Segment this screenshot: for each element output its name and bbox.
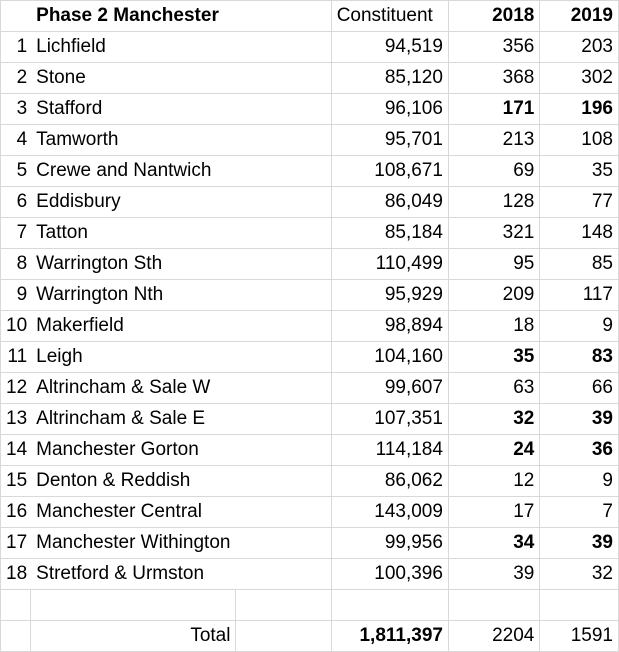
empty-cell[interactable]: [31, 590, 236, 621]
row-name-overflow-cell[interactable]: [236, 404, 331, 435]
total-2019[interactable]: 1591: [540, 621, 619, 652]
row-name[interactable]: Warrington Sth: [31, 249, 236, 280]
header-constituent[interactable]: Constituent: [331, 1, 448, 32]
row-2019[interactable]: 148: [540, 218, 619, 249]
row-name-overflow-cell[interactable]: [236, 187, 331, 218]
row-2019[interactable]: 39: [540, 404, 619, 435]
table-row: [1, 94, 619, 125]
row-2018[interactable]: 356: [448, 32, 539, 63]
row-2018[interactable]: 95: [448, 249, 539, 280]
row-2019[interactable]: 9: [540, 466, 619, 497]
table-row: [1, 249, 619, 280]
row-index[interactable]: 5: [1, 156, 31, 187]
header-title-overflow-cell[interactable]: [236, 1, 331, 32]
row-2019[interactable]: 66: [540, 373, 619, 404]
table-row: [1, 373, 619, 404]
row-constituent[interactable]: 98,894: [331, 311, 448, 342]
row-constituent[interactable]: 107,351: [331, 404, 448, 435]
row-index[interactable]: 8: [1, 249, 31, 280]
row-constituent[interactable]: 94,519: [331, 32, 448, 63]
row-index[interactable]: 6: [1, 187, 31, 218]
row-index[interactable]: 3: [1, 94, 31, 125]
row-index[interactable]: 13: [1, 404, 31, 435]
row-2018[interactable]: 34: [448, 528, 539, 559]
table-row: [1, 187, 619, 218]
table-row: [1, 528, 619, 559]
row-2019[interactable]: 35: [540, 156, 619, 187]
row-name-overflow-cell[interactable]: [236, 311, 331, 342]
empty-cell[interactable]: [331, 590, 448, 621]
row-constituent[interactable]: 100,396: [331, 559, 448, 590]
row-index[interactable]: 2: [1, 63, 31, 94]
header-2018[interactable]: 2018: [448, 1, 539, 32]
row-index[interactable]: 15: [1, 466, 31, 497]
row-name[interactable]: Manchester Gorton: [31, 435, 236, 466]
table-row: [1, 559, 619, 590]
row-index[interactable]: 14: [1, 435, 31, 466]
row-2018[interactable]: 32: [448, 404, 539, 435]
row-name[interactable]: Tatton: [31, 218, 236, 249]
row-name[interactable]: Stretford & Urmston: [31, 559, 236, 590]
row-name[interactable]: Tamworth: [31, 125, 236, 156]
row-2018[interactable]: 213: [448, 125, 539, 156]
row-constituent[interactable]: 104,160: [331, 342, 448, 373]
row-2019[interactable]: 85: [540, 249, 619, 280]
row-2018[interactable]: 321: [448, 218, 539, 249]
table-row: [1, 466, 619, 497]
row-2018[interactable]: 128: [448, 187, 539, 218]
row-2018[interactable]: 35: [448, 342, 539, 373]
row-name-overflow-cell[interactable]: [236, 32, 331, 63]
row-index[interactable]: 9: [1, 280, 31, 311]
row-constituent[interactable]: 85,120: [331, 63, 448, 94]
row-index[interactable]: 7: [1, 218, 31, 249]
row-index[interactable]: 10: [1, 311, 31, 342]
row-name-overflow-cell[interactable]: [236, 373, 331, 404]
row-constituent[interactable]: 143,009: [331, 497, 448, 528]
row-2018[interactable]: 18: [448, 311, 539, 342]
row-name-overflow-cell[interactable]: [236, 497, 331, 528]
row-2019[interactable]: 83: [540, 342, 619, 373]
empty-row: [1, 590, 619, 621]
row-2018[interactable]: 368: [448, 63, 539, 94]
row-name-overflow-cell[interactable]: [236, 435, 331, 466]
row-2019[interactable]: 302: [540, 63, 619, 94]
table-row: [1, 63, 619, 94]
row-name[interactable]: Crewe and Nantwich: [31, 156, 236, 187]
row-2018[interactable]: 209: [448, 280, 539, 311]
table-row: [1, 311, 619, 342]
table-body: [1, 1, 619, 652]
row-2019[interactable]: 77: [540, 187, 619, 218]
table-row: [1, 32, 619, 63]
table-row: [1, 404, 619, 435]
empty-cell[interactable]: [1, 590, 31, 621]
row-index[interactable]: 16: [1, 497, 31, 528]
row-name[interactable]: Stafford: [31, 94, 236, 125]
row-name-overflow-cell[interactable]: [236, 218, 331, 249]
row-constituent[interactable]: 85,184: [331, 218, 448, 249]
row-name[interactable]: Eddisbury: [31, 187, 236, 218]
table-row: [1, 280, 619, 311]
row-index[interactable]: 17: [1, 528, 31, 559]
row-constituent[interactable]: 86,049: [331, 187, 448, 218]
row-name-overflow-cell[interactable]: [236, 125, 331, 156]
row-2019[interactable]: 9: [540, 311, 619, 342]
row-name[interactable]: Makerfield: [31, 311, 236, 342]
row-name-overflow-cell[interactable]: [236, 156, 331, 187]
row-constituent[interactable]: 114,184: [331, 435, 448, 466]
row-2018[interactable]: 17: [448, 497, 539, 528]
table-row: [1, 218, 619, 249]
row-name-overflow-cell[interactable]: [236, 559, 331, 590]
row-2019[interactable]: 108: [540, 125, 619, 156]
empty-cell[interactable]: [540, 590, 619, 621]
row-index[interactable]: 12: [1, 373, 31, 404]
row-name[interactable]: Altrincham & Sale W: [31, 373, 236, 404]
row-name[interactable]: Lichfield: [31, 32, 236, 63]
total-spacer-cell[interactable]: [236, 621, 331, 652]
row-2018[interactable]: 63: [448, 373, 539, 404]
row-2018[interactable]: 171: [448, 94, 539, 125]
table-row: [1, 497, 619, 528]
row-2019[interactable]: 39: [540, 528, 619, 559]
total-index-cell[interactable]: [1, 621, 31, 652]
row-name[interactable]: Warrington Nth: [31, 280, 236, 311]
row-name-overflow-cell[interactable]: [236, 466, 331, 497]
row-name[interactable]: Altrincham & Sale E: [31, 404, 236, 435]
row-name[interactable]: Stone: [31, 63, 236, 94]
row-index[interactable]: 18: [1, 559, 31, 590]
row-2019[interactable]: 36: [540, 435, 619, 466]
row-constituent[interactable]: 95,701: [331, 125, 448, 156]
row-2019[interactable]: 32: [540, 559, 619, 590]
row-name-overflow-cell[interactable]: [236, 528, 331, 559]
row-2019[interactable]: 196: [540, 94, 619, 125]
row-constituent[interactable]: 99,956: [331, 528, 448, 559]
header-title[interactable]: Phase 2 Manchester: [31, 1, 236, 32]
row-name[interactable]: Leigh: [31, 342, 236, 373]
total-2018[interactable]: 2204: [448, 621, 539, 652]
total-label[interactable]: Total: [31, 621, 236, 652]
table-row: [1, 125, 619, 156]
row-2018[interactable]: 39: [448, 559, 539, 590]
row-2018[interactable]: 24: [448, 435, 539, 466]
total-constituent[interactable]: 1,811,397: [331, 621, 448, 652]
row-constituent[interactable]: 95,929: [331, 280, 448, 311]
row-constituent[interactable]: 99,607: [331, 373, 448, 404]
row-name-overflow-cell[interactable]: [236, 280, 331, 311]
header-index-cell[interactable]: [1, 1, 31, 32]
row-name[interactable]: Manchester Central: [31, 497, 236, 528]
row-constituent[interactable]: 110,499: [331, 249, 448, 280]
empty-cell[interactable]: [448, 590, 539, 621]
row-2019[interactable]: 7: [540, 497, 619, 528]
row-name-overflow-cell[interactable]: [236, 342, 331, 373]
row-name-overflow-cell[interactable]: [236, 63, 331, 94]
row-2018[interactable]: 69: [448, 156, 539, 187]
row-2019[interactable]: 203: [540, 32, 619, 63]
row-name[interactable]: Denton & Reddish: [31, 466, 236, 497]
row-2019[interactable]: 117: [540, 280, 619, 311]
row-index[interactable]: 1: [1, 32, 31, 63]
row-constituent[interactable]: 108,671: [331, 156, 448, 187]
total-row: [1, 621, 619, 652]
header-2019[interactable]: 2019: [540, 1, 619, 32]
table-row: [1, 342, 619, 373]
row-index[interactable]: 4: [1, 125, 31, 156]
table-row: [1, 435, 619, 466]
row-name[interactable]: Manchester Withington: [31, 528, 236, 559]
row-constituent[interactable]: 96,106: [331, 94, 448, 125]
header-row: [1, 1, 619, 32]
row-2018[interactable]: 12: [448, 466, 539, 497]
row-name-overflow-cell[interactable]: [236, 94, 331, 125]
table-row: [1, 156, 619, 187]
row-constituent[interactable]: 86,062: [331, 466, 448, 497]
row-name-overflow-cell[interactable]: [236, 249, 331, 280]
empty-cell[interactable]: [236, 590, 331, 621]
row-index[interactable]: 11: [1, 342, 31, 373]
